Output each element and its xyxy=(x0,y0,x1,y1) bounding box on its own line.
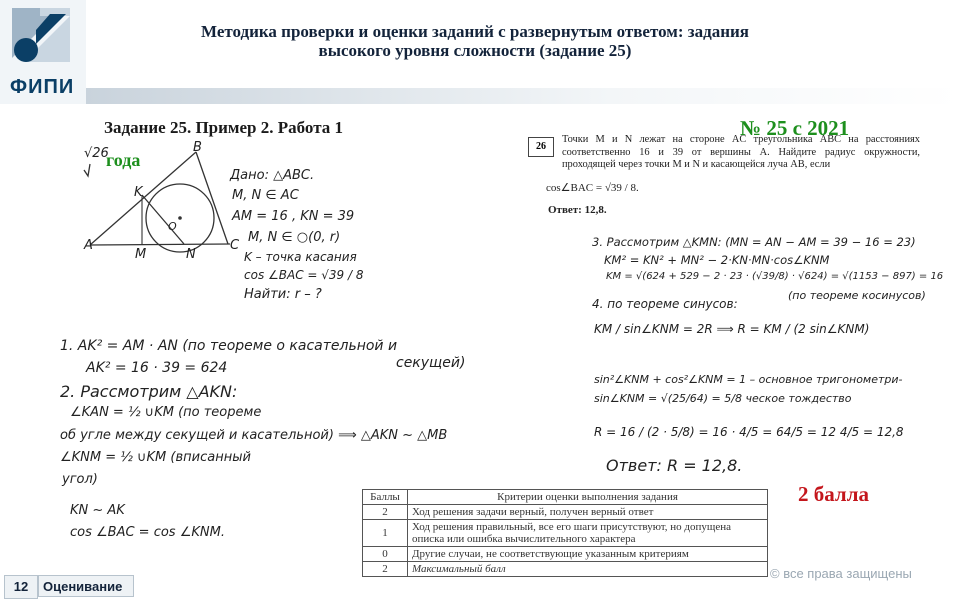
table-cell-text: Максимальный балл xyxy=(408,562,768,577)
table-cell-score: 0 xyxy=(363,547,408,562)
point-label-k: K xyxy=(134,185,143,200)
page-section-label: Оценивание xyxy=(38,575,134,597)
solution-step: cos ∠BAC = cos ∠KNM. xyxy=(70,525,225,540)
copyright-notice: © все права защищены xyxy=(770,566,912,581)
solution-step-right: sin²∠KNM + cos²∠KNM = 1 – основное тригонометри- xyxy=(594,373,903,386)
given-line: Найти: r – ? xyxy=(244,287,322,302)
point-label-m: M xyxy=(135,247,147,262)
header-divider xyxy=(86,88,960,104)
given-line: K – точка касания xyxy=(244,250,357,264)
given-line: M, N ∈ ○(0, r) xyxy=(248,230,341,245)
vertex-label-b: B xyxy=(193,140,202,155)
table-header-cell: Баллы xyxy=(363,490,408,505)
given-line: Дано: △ABC. xyxy=(230,168,315,183)
solution-step-right: R = 16 / (2 · 5/8) = 16 · 4/5 = 64/5 = 12 4/5 = 12,8 xyxy=(594,425,904,439)
solution-step: KN ~ AK xyxy=(70,503,125,518)
page-number: 12 xyxy=(4,575,38,599)
given-line: cos ∠BAC = √39 / 8 xyxy=(244,268,364,282)
page-title xyxy=(130,22,820,60)
task-year-tag-continuation: года xyxy=(106,150,141,170)
table-cell-text: Ход решения задачи верный, получен верный ответ xyxy=(408,505,768,520)
vertex-label-a: A xyxy=(84,238,93,253)
table-cell-score: 1 xyxy=(363,520,408,547)
solution-step: секущей) xyxy=(396,355,466,371)
task-answer: Ответ: 12,8. xyxy=(548,204,607,216)
solution-answer-right: Ответ: R = 12,8. xyxy=(606,456,743,475)
task-statement: Точки M и N лежат на стороне AC треугольника ABC на расстояниях соответственно 16 и 39 от вершины A. Найдите радиус окружности, проходящей через точки M и N и касающейся луча AB, если xyxy=(562,134,920,170)
solution-step-right: KM / sin∠KNM = 2R ⟹ R = KM / (2 sin∠KNM) xyxy=(594,322,870,336)
drawing-mark: √26 xyxy=(84,146,109,161)
page-title-line-2: высокого уровня сложности (задание 25) xyxy=(318,41,632,60)
solution-step: 2. Рассмотрим △AKN: xyxy=(60,382,238,401)
task-number-box: 26 xyxy=(528,137,554,157)
solution-step-right: KM = √(624 + 529 − 2 · 23 · (√39/8) · √624) = √(1153 − 897) = 16 xyxy=(606,271,944,282)
page-title-line-1: Методика проверки и оценки заданий с развернутым ответом: задания xyxy=(201,22,749,41)
given-line: AM = 16 , KN = 39 xyxy=(232,209,355,224)
criteria-table xyxy=(362,489,768,577)
example-subtitle: Задание 25. Пример 2. Работа 1 xyxy=(104,118,344,137)
table-header-cell: Критерии оценки выполнения задания xyxy=(408,490,768,505)
table-row xyxy=(363,562,768,577)
table-cell-text: Ход решения правильный, все его шаги присутствуют, но допущена описка или ошибка вычислительного характера xyxy=(408,520,768,547)
table-row xyxy=(363,505,768,520)
center-label-o: O xyxy=(168,220,177,233)
table-cell-score: 2 xyxy=(363,562,408,577)
solution-step: ∠KAN = ½ ∪KM (по теореме xyxy=(70,405,262,420)
solution-step: угол) xyxy=(62,472,98,487)
table-header-row xyxy=(363,490,768,505)
table-row xyxy=(363,520,768,547)
solution-step: об угле между секущей и касательной) ⟹ △AKN ~ △MB xyxy=(60,428,448,443)
solution-step: ∠KNM = ½ ∪KM (вписанный xyxy=(60,450,251,465)
solution-step-right: 3. Рассмотрим △KMN: (MN = AN − AM = 39 − 16 = 23) xyxy=(592,235,916,249)
point-label-n: N xyxy=(186,247,196,262)
solution-step: AK² = 16 · 39 = 624 xyxy=(86,360,228,376)
solution-step-right: 4. по теореме синусов: xyxy=(592,297,738,311)
table-cell-score: 2 xyxy=(363,505,408,520)
solution-step: 1. AK² = AM · AN (по теореме о касательной и xyxy=(60,338,398,354)
score-result: 2 балла xyxy=(798,482,869,506)
table-cell-text: Другие случаи, не соответствующие указанным критериям xyxy=(408,547,768,562)
solution-step-right: KM² = KN² + MN² − 2·KN·MN·cos∠KNM xyxy=(604,253,830,267)
given-line: M, N ∈ AC xyxy=(232,188,299,203)
task-cos-condition: cos∠BAC = √39 / 8. xyxy=(546,182,639,194)
solution-step-right: sin∠KNM = √(25/64) = 5/8 ческое тождество xyxy=(594,392,852,405)
logo-text: ФИПИ xyxy=(10,76,75,98)
task-year-tag: № 25 с 2021 xyxy=(740,116,850,140)
solution-step-right: (по теореме косинусов) xyxy=(788,289,926,302)
vertex-label-c: C xyxy=(230,238,240,253)
table-row xyxy=(363,547,768,562)
